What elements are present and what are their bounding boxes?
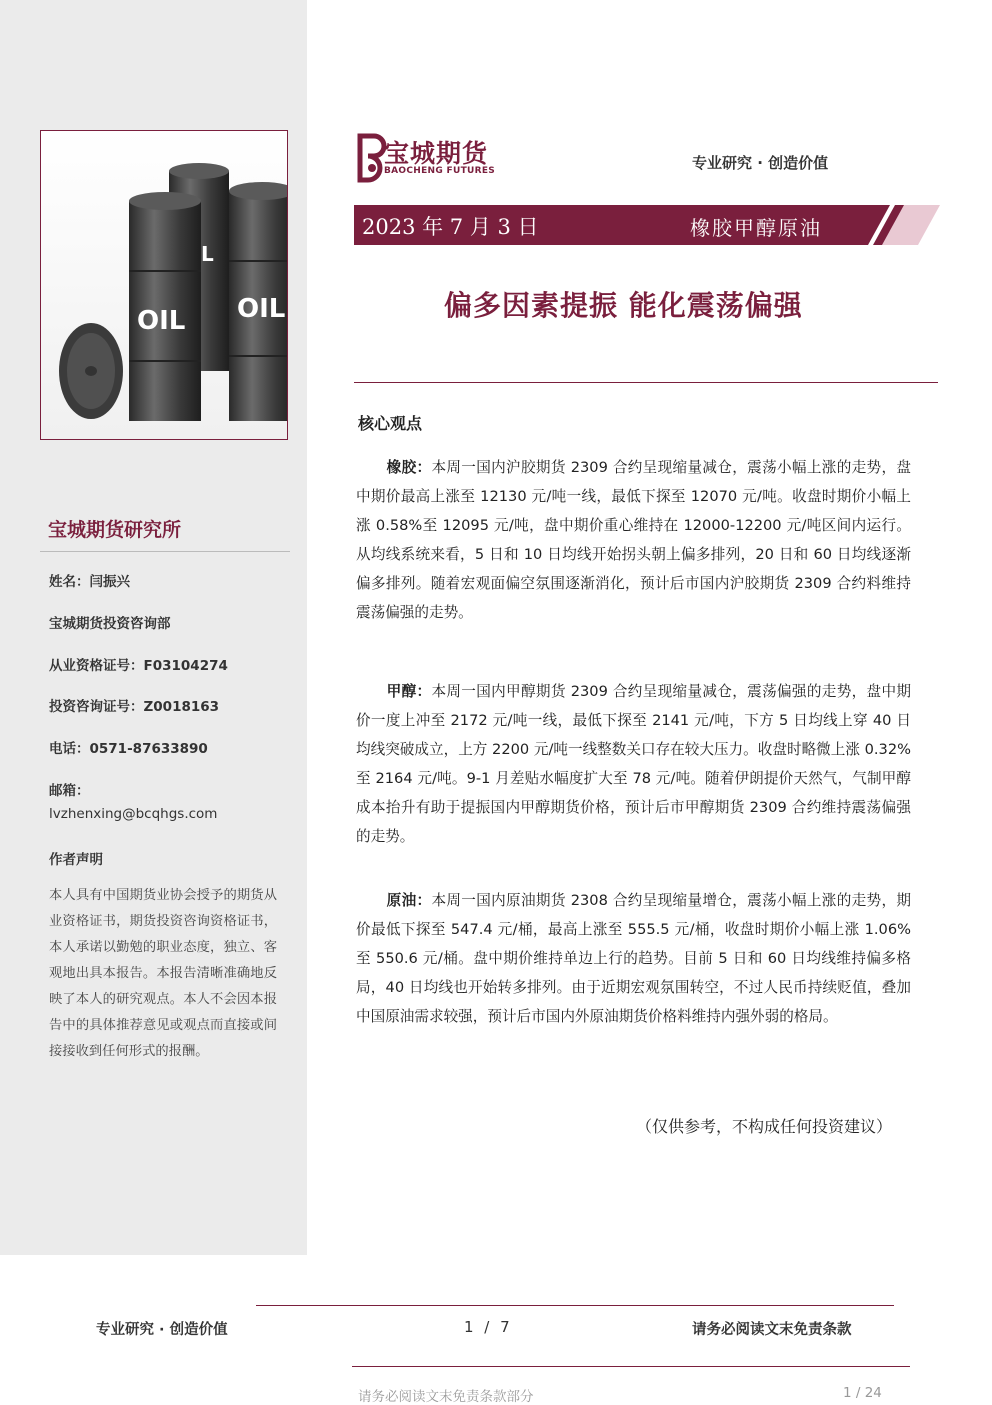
report-topic: 橡胶甲醇原油 bbox=[690, 216, 822, 240]
phone: 电话：0571-87633890 bbox=[49, 741, 208, 757]
report-date: 2023 年 7 月 3 日 bbox=[362, 215, 539, 239]
methanol-label: 甲醇： bbox=[386, 683, 432, 700]
author-statement-title: 作者声明 bbox=[49, 852, 103, 868]
outer-footer-notice: 请务必阅读文末免责条款部分 bbox=[358, 1389, 534, 1405]
svg-text:OIL: OIL bbox=[237, 294, 286, 324]
rubber-paragraph bbox=[356, 453, 911, 627]
footer-rule bbox=[256, 1305, 894, 1306]
author-statement: 本人具有中国期货业协会授予的期货从业资格证书，期货投资咨询资格证书，本人承诺以勤勉的职业态度，独立、客观地出具本报告。本报告清晰准确地反映了本人的研究观点。本人不会因本报告中的具体推荐意见或观点而直接或间接接收到任何形式的报酬。 bbox=[49, 888, 277, 1059]
brand-name-en: BAOCHENG FUTURES bbox=[384, 166, 496, 176]
methanol-paragraph bbox=[356, 677, 911, 851]
core-view-title: 核心观点 bbox=[358, 414, 423, 433]
sidebar-divider bbox=[40, 551, 290, 552]
footer-notice: 请务必阅读文末免责条款 bbox=[692, 1322, 852, 1338]
department: 宝城期货投资咨询部 bbox=[49, 616, 171, 632]
oil-barrels-photo bbox=[40, 130, 288, 440]
svg-text:L: L bbox=[201, 242, 214, 266]
methanol-text: 本周一国内甲醇期货 2309 合约呈现缩量减仓，震荡偏强的走势，盘中期价一度上冲至 2172 元/吨一线，最低下探至 2141 元/吨，下方 5 日均线上穿 40 日均线突破成立，上方 2200 元/吨一线整数关口存在较大压力。收盘时略微上涨 0.32%至 2164 元/吨。9-1 月差贴水幅度扩大至 78 元/吨。随着伊朗提价天然气，气制甲醇成本抬升有助于提振国内甲醇期货价格，预计后市甲醇期货 2309 合约维持震荡偏强的走势。 bbox=[356, 683, 911, 845]
crude-text: 本周一国内原油期货 2308 合约呈现缩量增仓，震荡小幅上涨的走势，期价最低下探至 547.4 元/桶，最高上涨至 555.5 元/桶，收盘时期价小幅上涨 1.06%至 550.6 元/桶。盘中期价维持单边上行的趋势。目前 5 日和 60 日均线维持偏多格局，40 日均线也开始转多排列。由于近期宏观氛围转空，不过人民币持续贬值，叠加中国原油需求较强，预计后市国内外原油期货价格料维持内强外弱的格局。 bbox=[356, 892, 911, 1025]
email-address[interactable]: lvzhenxing@bcqhgs.com bbox=[49, 806, 218, 822]
rubber-label: 橡胶： bbox=[386, 459, 432, 476]
banner-stripes bbox=[860, 205, 940, 245]
slogan: 专业研究 · 创造价值 bbox=[692, 154, 829, 172]
footer-slogan: 专业研究 · 创造价值 bbox=[96, 1322, 228, 1338]
analyst-name: 姓名：闫振兴 bbox=[49, 574, 130, 590]
headline-rule bbox=[354, 382, 938, 383]
svg-text:OIL: OIL bbox=[137, 306, 186, 336]
crude-paragraph bbox=[356, 886, 911, 1031]
outer-footer-rule bbox=[352, 1366, 910, 1367]
crude-label: 原油： bbox=[386, 892, 432, 909]
disclaimer: （仅供参考，不构成任何投资建议） bbox=[636, 1117, 893, 1136]
page-number: 1 / 7 bbox=[464, 1318, 513, 1336]
headline: 偏多因素提振 能化震荡偏强 bbox=[444, 289, 803, 322]
brand-name-cn: 宝城期货 bbox=[384, 139, 489, 168]
practice-cert: 从业资格证号：F03104274 bbox=[49, 658, 228, 674]
advisory-cert: 投资咨询证号：Z0018163 bbox=[49, 699, 220, 715]
outer-page-number: 1 / 24 bbox=[843, 1385, 882, 1401]
institute-name: 宝城期货研究所 bbox=[48, 519, 182, 541]
email-label: 邮箱： bbox=[49, 783, 90, 799]
rubber-text: 本周一国内沪胶期货 2309 合约呈现缩量减仓，震荡小幅上涨的走势，盘中期价最高上涨至 12130 元/吨一线，最低下探至 12070 元/吨。收盘时期价小幅上涨 0.58%至 12095 元/吨，盘中期价重心维持在 12000-12200 元/吨区间内运行。从均线系统来看，5 日和 10 日均线开始拐头朝上偏多排列，20 日和 60 日均线逐渐偏多排列。随着宏观面偏空氛围逐渐消化，预计后市国内沪胶期货 2309 合约料维持震荡偏强的走势。 bbox=[356, 459, 911, 621]
